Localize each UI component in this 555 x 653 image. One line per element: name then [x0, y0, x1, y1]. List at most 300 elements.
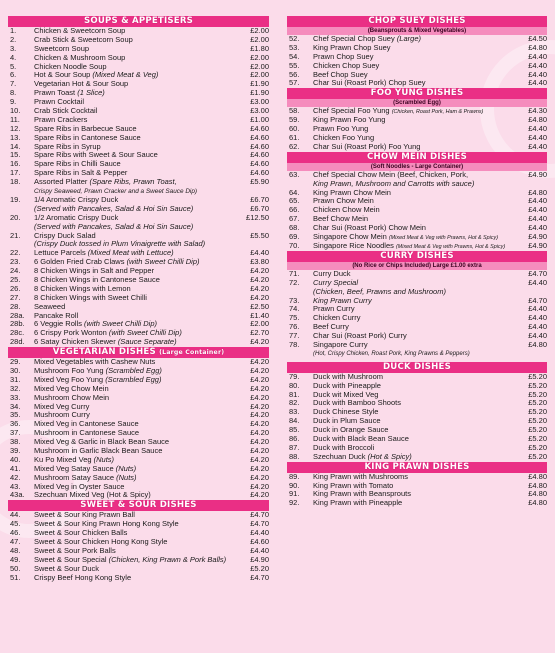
- item-name: [313, 116, 519, 125]
- item-name: [34, 538, 241, 547]
- menu-item: [8, 294, 269, 303]
- menu-item: [287, 279, 547, 288]
- menu-item: [8, 547, 269, 556]
- menu-item: [287, 53, 547, 62]
- menu-section-kingprawn: [287, 462, 547, 509]
- item-price: £5.50: [250, 230, 269, 240]
- item-price: £4.20: [250, 428, 269, 438]
- item-name-text: Ku Po Mixed Veg: [34, 455, 92, 464]
- item-price: £5.20: [528, 433, 547, 443]
- item-price: £2.00: [250, 34, 269, 44]
- item-name-text: Char Sui (Roast Pork) Foo Yung: [313, 142, 421, 151]
- menu-item: [287, 482, 547, 491]
- menu-item: [8, 125, 269, 134]
- item-number: 85.: [289, 425, 300, 435]
- item-name: [313, 233, 519, 242]
- menu-item: [8, 276, 269, 285]
- item-number: 86.: [289, 433, 300, 443]
- item-number: 43a.: [10, 490, 25, 500]
- item-name: [313, 189, 519, 198]
- item-name-text: Beef Curry: [313, 323, 349, 332]
- item-note: (Nuts): [93, 455, 115, 464]
- item-name-text: Mixed Veg & Garlic in Black Bean Sauce: [34, 438, 170, 447]
- menu-item: [8, 107, 269, 116]
- item-name: [313, 473, 519, 482]
- item-price: £5.20: [528, 425, 547, 435]
- item-number: 67.: [289, 214, 300, 224]
- item-name-text: 6 Satay Chicken Skewer: [34, 338, 116, 347]
- item-note: (with Sweet Chilli Dip): [84, 320, 157, 329]
- item-name: [313, 435, 519, 444]
- item-price: £5.90: [250, 177, 269, 187]
- item-name: [313, 382, 519, 391]
- item-number: 42.: [10, 472, 21, 482]
- item-note: (Chicken, King Prawn & Pork Balls): [108, 555, 227, 564]
- menu-item: [8, 303, 269, 312]
- section-subtitle: (Scrambled Egg): [287, 99, 547, 107]
- item-number: 48.: [10, 545, 21, 555]
- item-name-text: Duck Chinese Style: [313, 408, 379, 417]
- item-name-text: Mixed Veg in Cantonese Sauce: [34, 420, 139, 429]
- item-price: £4.80: [528, 489, 547, 499]
- item-note: (with Sweet Chilli Dip): [126, 258, 200, 267]
- item-name: [34, 178, 241, 196]
- item-price: £4.80: [528, 471, 547, 481]
- item-name: [313, 408, 519, 417]
- item-number: 52.: [289, 34, 300, 43]
- item-price: £5.20: [528, 442, 547, 452]
- item-italic-text: King Prawn Curry: [313, 296, 372, 305]
- item-name: [34, 411, 241, 420]
- item-name: [34, 63, 241, 72]
- item-name: [34, 312, 241, 321]
- item-number: 38.: [10, 437, 21, 447]
- item-name-text: Duck with Bamboo Shoots: [313, 399, 401, 408]
- item-price: £3.00: [250, 106, 269, 116]
- item-number: 10.: [10, 106, 21, 116]
- menu-item: [8, 223, 269, 232]
- item-price: £5.20: [528, 451, 547, 461]
- item-name-text: Chef Special Chow Mein (Beef, Chicken, Pork,: [313, 170, 469, 179]
- item-name: [313, 71, 519, 80]
- menu-item: [8, 483, 269, 492]
- menu-item: [287, 189, 547, 198]
- item-price: £4.40: [528, 223, 547, 233]
- item-number: 4.: [10, 52, 17, 62]
- item-name: [34, 529, 241, 538]
- item-price: £4.40: [528, 277, 547, 287]
- menu-item: [287, 288, 547, 297]
- item-price: £4.20: [250, 437, 269, 447]
- item-price: £2.00: [250, 319, 269, 329]
- item-price: £3.80: [250, 257, 269, 267]
- item-number: 41.: [10, 463, 21, 473]
- item-name: [313, 314, 519, 323]
- item-name-text: 8 Chicken Wings in Salt and Pepper: [34, 267, 155, 276]
- item-name-text: 1/2 Aromatic Crispy Duck: [34, 213, 119, 222]
- menu-section-chowmein: [287, 152, 547, 251]
- item-name-text: Chef Special Foo Yung: [313, 107, 390, 116]
- item-name: [313, 107, 519, 116]
- item-price: £4.40: [528, 322, 547, 332]
- item-name-text: King Prawn Foo Yung: [313, 116, 386, 125]
- menu-item: [8, 54, 269, 63]
- item-number: 11.: [10, 114, 20, 124]
- item-number: 28c.: [10, 328, 25, 338]
- menu-item: [8, 98, 269, 107]
- item-number: 69.: [289, 232, 300, 242]
- item-price: £4.40: [528, 60, 547, 70]
- item-price: £4.30: [528, 106, 547, 116]
- item-price: £4.90: [250, 554, 269, 564]
- item-price: £4.60: [250, 168, 269, 178]
- item-name-text: Mushroom Curry: [34, 411, 90, 420]
- section-title: CHOP SUEY DISHES: [368, 16, 466, 26]
- section-header: [8, 500, 269, 511]
- menu-section-soups: [8, 16, 269, 347]
- item-name: [34, 385, 241, 394]
- item-number: 39.: [10, 445, 21, 455]
- item-price: £4.90: [528, 169, 547, 179]
- item-name-text: Duck wit Mixed Veg: [313, 390, 379, 399]
- item-name-text: Duck in Orange Sauce: [313, 426, 389, 435]
- menu-item: [8, 338, 269, 347]
- item-name: [313, 53, 519, 62]
- item-name: [313, 242, 519, 251]
- menu-item: [8, 143, 269, 152]
- item-price: £4.40: [528, 313, 547, 323]
- item-name: [34, 447, 241, 456]
- item-number: 61.: [289, 133, 300, 143]
- item-number: 9.: [10, 97, 17, 107]
- item-name-text: Mixed Veg in Oyster Sauce: [34, 482, 125, 491]
- menu-item: [8, 214, 269, 223]
- menu-item: [8, 36, 269, 45]
- item-name-text: Prawn Curry: [313, 305, 355, 314]
- item-name: [34, 294, 241, 303]
- item-number: 7.: [10, 79, 17, 89]
- item-price: £4.90: [528, 240, 547, 250]
- menu-item: [287, 426, 547, 435]
- item-number: 88.: [289, 451, 300, 461]
- item-name: [313, 444, 519, 453]
- menu-item: [8, 376, 269, 385]
- menu-item: [287, 71, 547, 80]
- item-name-text: Mushroom Chow Mein: [34, 393, 110, 402]
- item-name: [313, 499, 519, 508]
- item-number: 78.: [289, 339, 300, 349]
- item-name-text: Spare Ribs in Cantonese Sauce: [34, 133, 141, 142]
- menu-item: [8, 565, 269, 574]
- item-price: £4.40: [528, 78, 547, 88]
- item-name-text: Singapore Rice Noodles: [313, 241, 394, 250]
- item-name: [34, 107, 241, 116]
- item-note: (Nuts): [116, 473, 137, 482]
- item-price: £4.20: [250, 472, 269, 482]
- item-price: £4.40: [528, 69, 547, 79]
- item-name: [34, 511, 241, 520]
- item-price: £4.20: [250, 274, 269, 284]
- item-name-text: King Prawn Chow Mein: [313, 188, 391, 197]
- item-name: [313, 134, 519, 143]
- menu-item: [287, 116, 547, 125]
- item-name: [34, 169, 241, 178]
- item-name: [313, 62, 519, 71]
- item-price: £4.40: [528, 331, 547, 341]
- item-number: 43.: [10, 481, 21, 491]
- menu-item: [8, 520, 269, 529]
- item-price: £4.40: [528, 124, 547, 134]
- item-price: £4.60: [250, 537, 269, 546]
- item-name: [34, 329, 241, 338]
- item-number: 56.: [289, 69, 300, 79]
- menu-item: [287, 270, 547, 279]
- menu-item: [8, 312, 269, 321]
- item-number: 53.: [289, 42, 300, 52]
- item-name-text: Szechuan Duck: [313, 452, 366, 461]
- item-price: £4.20: [250, 292, 269, 302]
- menu-item: [8, 556, 269, 565]
- item-price: £4.40: [250, 248, 269, 258]
- menu-section-veg: [8, 347, 269, 500]
- item-name-text: 8 Chicken Wings with Sweet Chilli: [34, 293, 147, 302]
- item-name: [34, 267, 241, 276]
- item-number: 91.: [289, 489, 300, 499]
- item-name: [313, 171, 519, 189]
- item-name: [34, 456, 241, 465]
- menu-item: [287, 206, 547, 215]
- item-description: [287, 350, 547, 359]
- item-price: £4.70: [528, 268, 547, 278]
- item-price: £4.60: [250, 123, 269, 133]
- menu-item: [287, 297, 547, 306]
- menu-item: [287, 373, 547, 382]
- section-title: DUCK DISHES: [382, 361, 452, 372]
- item-price: £4.60: [250, 150, 269, 160]
- item-number: 2.: [10, 34, 17, 44]
- item-number: 54.: [289, 51, 300, 61]
- section-title: SOUPS & APPETISERS: [83, 16, 194, 26]
- item-name: [34, 89, 241, 98]
- item-number: 44.: [10, 510, 21, 520]
- item-number: 28b.: [10, 319, 25, 329]
- item-description-text: (Hot, Crispy Chicken, Roast Pork, King Prawns & Peppers): [313, 350, 470, 357]
- item-name-text: Spare Ribs with Sweet & Sour Sauce: [34, 151, 158, 160]
- menu-item: [8, 456, 269, 465]
- menu-item: [8, 80, 269, 89]
- item-price: £1.80: [250, 43, 269, 53]
- item-name: [34, 54, 241, 63]
- item-price: £4.20: [250, 445, 269, 455]
- item-price: £4.20: [250, 374, 269, 384]
- menu-item: [8, 438, 269, 447]
- item-number: 73.: [289, 295, 300, 305]
- item-name: [34, 240, 241, 249]
- menu-item: [8, 169, 269, 178]
- item-number: 87.: [289, 442, 300, 452]
- item-name: [34, 474, 241, 483]
- section-title: KING PRAWN DISHES: [364, 461, 470, 472]
- item-name-text: Char Sui (Roast Pork) Chow Mein: [313, 224, 426, 233]
- menu-item: [287, 490, 547, 499]
- item-price: £4.20: [250, 337, 269, 347]
- item-price: £2.00: [250, 61, 269, 71]
- item-price: £4.20: [250, 357, 269, 367]
- item-name-text: Mushroom in Cantonese Sauce: [34, 429, 140, 438]
- item-price: £4.80: [528, 42, 547, 52]
- item-name: [34, 276, 241, 285]
- item-name-text: Chicken & Sweetcorn Soup: [34, 27, 126, 35]
- item-price: £4.60: [250, 159, 269, 169]
- item-price: £4.70: [528, 295, 547, 305]
- item-number: 26.: [10, 283, 21, 293]
- item-name: [313, 143, 519, 152]
- menu-item: [8, 196, 269, 205]
- item-number: 18.: [10, 177, 21, 187]
- item-name: [34, 465, 241, 474]
- item-note: (Hot & Spicy): [367, 452, 412, 461]
- item-name-text: Prawn Chop Suey: [313, 52, 374, 61]
- item-number: 79.: [289, 371, 300, 381]
- item-note-small: (Mixed Meat & Veg with Prawns, Hot & Spicy): [395, 243, 506, 250]
- item-price: £2.70: [250, 328, 269, 338]
- item-name-text: Chicken Foo Yung: [313, 134, 375, 143]
- section-header: [287, 251, 547, 262]
- section-title-note: (Large Container): [159, 349, 225, 357]
- menu-section-curry: [287, 251, 547, 359]
- item-name-text: 8 Chicken Wings in Cantonese Sauce: [34, 275, 160, 284]
- item-name-text: Mushroom Satay Sauce: [34, 473, 115, 482]
- item-number: 57.: [289, 78, 300, 88]
- item-name: [34, 258, 241, 267]
- item-italic-text: Curry Special: [313, 278, 359, 287]
- menu-item: [8, 465, 269, 474]
- item-note: (Nuts): [115, 464, 137, 473]
- item-price: £5.20: [528, 371, 547, 381]
- item-italic-text: (Served with Pancakes, Salad & Hoi Sin Sauce): [34, 204, 194, 213]
- item-name-text: Hot & Sour Soup: [34, 71, 91, 80]
- item-price: £4.20: [250, 419, 269, 429]
- left-column: [8, 16, 269, 582]
- item-number: 21.: [10, 230, 21, 240]
- item-number: 12.: [10, 123, 21, 133]
- menu-item: [287, 35, 547, 44]
- menu-item: [8, 116, 269, 125]
- item-number: 34.: [10, 401, 21, 411]
- item-name-text: Assorted Platter: [34, 178, 88, 187]
- item-number: 37.: [10, 428, 21, 438]
- item-price: £4.20: [250, 383, 269, 393]
- item-name-text: Spare Ribs in Salt & Pepper: [34, 169, 128, 178]
- section-header: [8, 347, 269, 358]
- section-subtitle: (Beansprouts & Mixed Vegetables): [287, 27, 547, 35]
- item-italic-text: (Crispy Duck tossed in Plum Vinaigrette with Salad): [34, 240, 206, 249]
- item-price: £1.00: [250, 114, 269, 124]
- menu-item: [8, 45, 269, 54]
- item-price: £4.40: [528, 133, 547, 143]
- item-italic-text: (Served with Pancakes, Salad & Hoi Sin Sauce): [34, 222, 194, 231]
- item-number: 15.: [10, 150, 21, 160]
- item-name: [313, 373, 519, 382]
- menu-item: [287, 171, 547, 189]
- item-price: £4.40: [528, 214, 547, 224]
- item-price: £4.80: [528, 339, 547, 349]
- item-name: [313, 224, 519, 233]
- item-name: [34, 303, 241, 312]
- item-price: £1.90: [250, 79, 269, 89]
- item-name: [34, 196, 241, 205]
- menu-item: [287, 62, 547, 71]
- menu-item: [287, 323, 547, 332]
- menu-item: [8, 385, 269, 394]
- item-number: 83.: [289, 407, 300, 417]
- item-name: [313, 399, 519, 408]
- item-name: [34, 420, 241, 429]
- item-price: £4.80: [528, 498, 547, 508]
- item-name-text: Mixed Vegetables with Cashew Nuts: [34, 358, 156, 367]
- item-name-text: Mixed Veg Satay Sauce: [34, 464, 114, 473]
- item-name-text: Prawn Toast: [34, 89, 76, 98]
- item-number: 40.: [10, 454, 21, 464]
- item-number: 72.: [289, 277, 300, 287]
- menu-item: [8, 151, 269, 160]
- item-name: [313, 206, 519, 215]
- item-number: 17.: [10, 168, 21, 178]
- menu-item: [8, 511, 269, 520]
- item-name-text: Sweet & Sour King Prawn Hong Kong Style: [34, 520, 179, 529]
- item-name: [34, 285, 241, 294]
- item-name: [313, 305, 519, 314]
- item-name-text: Sweet & Sour Pork Balls: [34, 546, 116, 555]
- item-name: [34, 547, 241, 556]
- item-name: [313, 197, 519, 206]
- item-name-text: Singapore Curry: [313, 340, 368, 349]
- item-name: [313, 323, 519, 332]
- item-name-text: Prawn Chow Mein: [313, 197, 374, 206]
- item-name: [34, 403, 241, 412]
- item-number: 29.: [10, 357, 21, 367]
- item-name-text: Mushroom Foo Yung: [34, 366, 104, 375]
- item-name-text: Beef Chop Suey: [313, 70, 368, 79]
- item-name-text: 6 Veggie Rolls: [34, 320, 82, 329]
- item-name-text: Chicken & Mushroom Soup: [34, 53, 126, 62]
- menu-item: [8, 574, 269, 583]
- item-name-text: Duck with Mushroom: [313, 372, 384, 381]
- item-number: 70.: [289, 240, 300, 250]
- menu-item: [287, 143, 547, 152]
- item-name: [313, 453, 519, 462]
- item-note-small: (Chicken, Roast Pork, Ham & Prawns): [391, 109, 484, 116]
- section-header: [287, 152, 547, 163]
- menu-item: [8, 89, 269, 98]
- item-price: £4.20: [250, 490, 269, 500]
- menu-item: [287, 215, 547, 224]
- menu-item: [8, 491, 269, 500]
- item-price: £4.80: [528, 115, 547, 125]
- item-number: 28a.: [10, 310, 25, 320]
- menu-item: [8, 285, 269, 294]
- item-number: 81.: [289, 389, 300, 399]
- item-number: 90.: [289, 480, 300, 490]
- item-name: [34, 565, 241, 574]
- item-name: [34, 367, 241, 376]
- item-name-text: Mixed Veg Curry: [34, 402, 90, 411]
- item-name: [34, 223, 241, 232]
- item-price: £2.00: [250, 52, 269, 62]
- item-number: 64.: [289, 187, 300, 197]
- item-number: 92.: [289, 498, 300, 508]
- item-number: 14.: [10, 141, 21, 151]
